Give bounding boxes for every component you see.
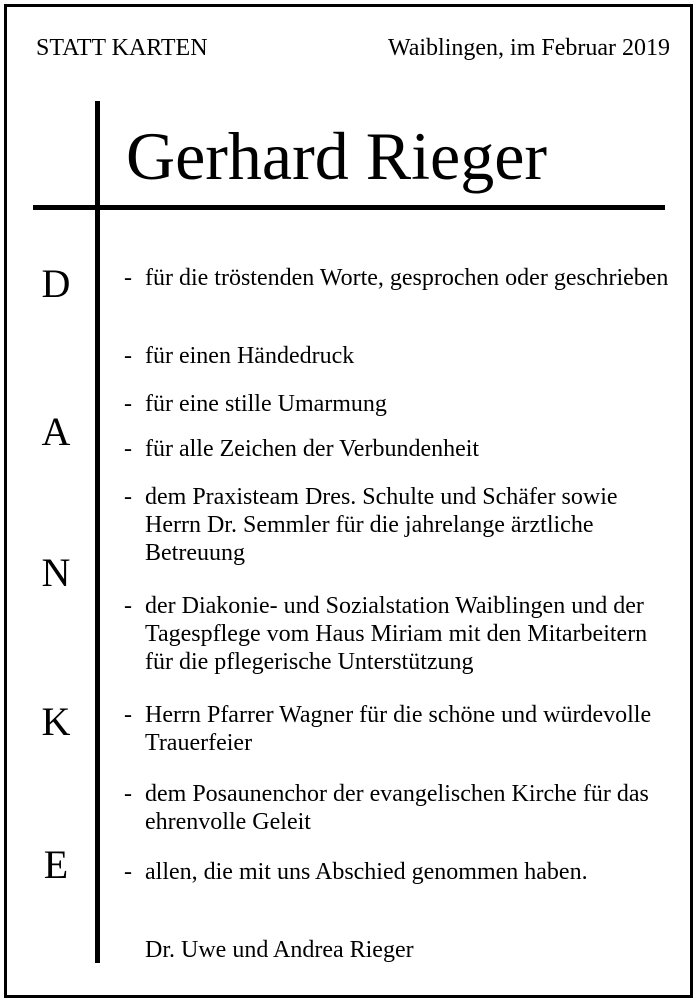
thanks-item [124,592,669,676]
thanks-item [124,483,669,567]
acrostic-letter-d: D [41,261,71,306]
item-text: dem Posaunenchor der evangelischen Kirche für das ehrenvolle Geleit [145,781,649,835]
header-statt-karten: STATT KARTEN [36,35,208,61]
acrostic-letter-n: N [41,550,71,595]
vertical-rule [95,101,100,963]
thanks-item [124,780,669,836]
item-text: für alle Zeichen der Verbundenheit [145,436,480,462]
item-text: der Diakonie- und Sozialstation Waiblingen und der Tagespflege vom Haus Miriam mit den Mitarbeitern für die pflegerische Unterstützung [145,593,648,675]
item-dash: - [124,391,132,417]
item-text: Herrn Pfarrer Wagner für die schöne und würdevolle Trauerfeier [145,702,652,756]
acrostic-letter-a: A [41,409,71,454]
acrostic-letter-k: K [41,699,71,744]
thanks-item [124,264,669,292]
header-place-date: Waiblingen, im Februar 2019 [387,35,670,61]
item-dash: - [124,859,132,885]
signature: Dr. Uwe und Andrea Rieger [145,937,414,963]
item-dash: - [124,702,132,728]
deceased-name: Gerhard Rieger [126,118,548,194]
thanks-item [124,858,669,886]
thanks-item [124,701,669,757]
item-text: für eine stille Umarmung [145,391,387,417]
thanks-item [124,390,669,418]
horizontal-rule [33,205,665,210]
item-dash: - [124,265,132,291]
thanks-item [124,342,669,370]
item-dash: - [124,484,132,510]
acrostic-letter-e: E [43,842,69,887]
item-text: für die tröstenden Worte, gesprochen oder geschrieben [145,265,669,291]
thanks-item [124,435,669,463]
item-dash: - [124,593,132,619]
item-text: dem Praxisteam Dres. Schulte und Schäfer sowie Herrn Dr. Semmler für die jahrelange ärztliche Betreuung [145,484,618,566]
item-dash: - [124,781,132,807]
item-text: allen, die mit uns Abschied genommen haben. [145,859,588,885]
item-dash: - [124,436,132,462]
item-dash: - [124,343,132,369]
item-text: für einen Händedruck [145,343,355,369]
